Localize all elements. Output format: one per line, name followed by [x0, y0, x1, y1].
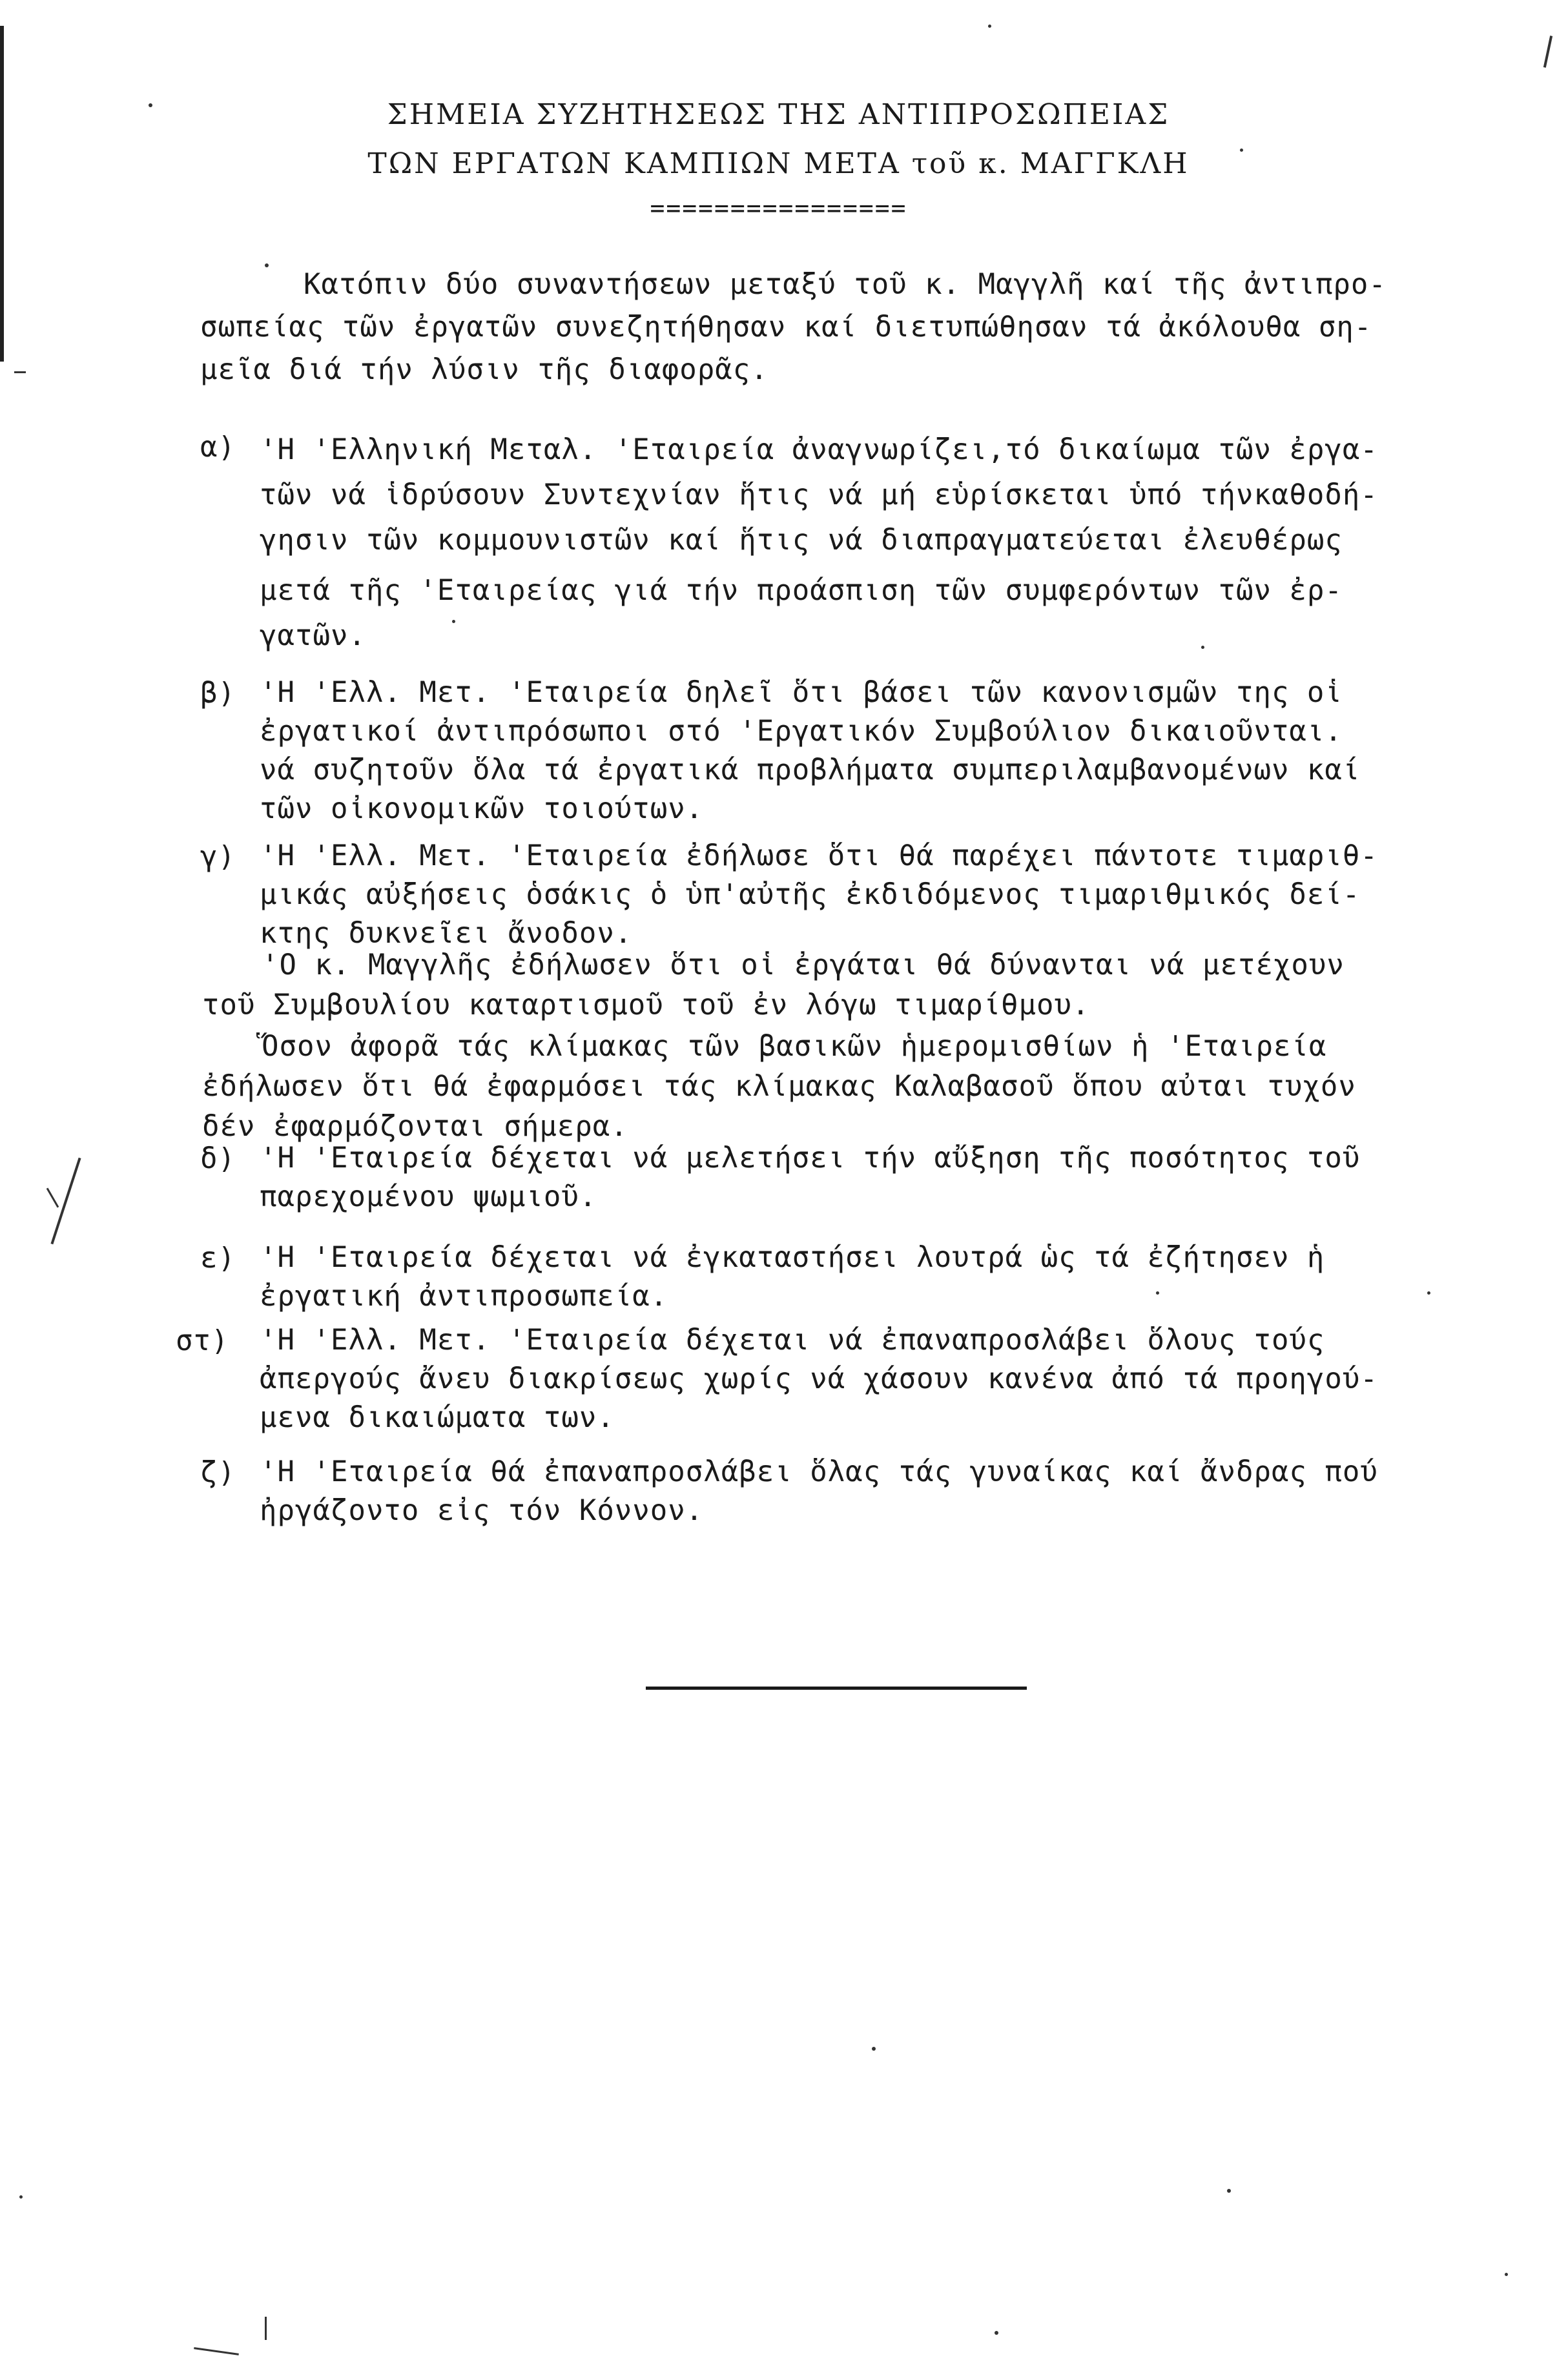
- point-line: ἐργατική ἀντιπροσωπεία.: [260, 1280, 668, 1313]
- scan-speck: [1427, 1291, 1430, 1295]
- point-line: 'Η 'Εταιρεία δέχεται νά ἐγκαταστήσει λουτρά ὡς τά ἐζήτησεν ἡ: [260, 1241, 1325, 1274]
- point-line: 'Η 'Εταιρεία θά ἐπαναπροσλάβει ὅλας τάς γυναίκας καί ἄνδρας πού: [260, 1455, 1378, 1488]
- point-marker: στ): [176, 1324, 229, 1357]
- magklis-statement: [202, 945, 1345, 1025]
- point-marker: γ): [200, 840, 236, 873]
- intro-line: Κατόπιν δύο συναντήσεων μεταξύ τοῦ κ. Μαγγλῆ καί τῆς ἀντιπρο-: [304, 268, 1387, 301]
- point-line: 'Η 'Ελλ. Μετ. 'Εταιρεία ἐδήλωσε ὅτι θά παρέχει πάντοτε τιμαριθ-: [260, 839, 1378, 872]
- intro-paragraph: [200, 263, 1387, 391]
- scan-speck: [19, 2195, 23, 2199]
- point-line: κτης δυκνεῖει ἄνοδον.: [260, 917, 633, 950]
- point-line: παρεχομένου ψωμιοῦ.: [260, 1180, 597, 1213]
- scan-speck: [265, 263, 269, 267]
- point-line: 'Η 'Ελλ. Μετ. 'Εταιρεία δέχεται νά ἐπαναπροσλάβει ὅλους τούς: [260, 1324, 1325, 1357]
- point-marker: ζ): [200, 1456, 236, 1489]
- point-line: ἠργάζοντο εἰς τόν Κόννον.: [260, 1494, 704, 1527]
- document-title: [0, 90, 1557, 227]
- intro-line: μεῖα διά τήν λύσιν τῆς διαφορᾶς.: [200, 353, 768, 386]
- scan-speck: [988, 25, 991, 28]
- point-line: 'Η 'Ελληνική Μεταλ. 'Εταιρεία ἀναγνωρίζει,τό δικαίωμα τῶν ἐργα-: [260, 433, 1378, 466]
- statement-line: Ὅσον ἀφορᾶ τάς κλίμακας τῶν βασικῶν ἡμερομισθίων ἡ 'Εταιρεία: [262, 1030, 1327, 1063]
- scan-mark: [14, 371, 26, 373]
- point-line: νά συζητοῦν ὅλα τά ἐργατικά προβλήματα συμπεριλαμβανομένων καί: [260, 754, 1361, 786]
- point-line: μετά τῆς 'Εταιρείας γιά τήν προάσπιση τῶν συμφερόντων τῶν ἐρ-: [260, 574, 1343, 607]
- wage-scale-statement: [202, 1027, 1356, 1147]
- statement-line: 'Ο κ. Μαγγλῆς ἐδήλωσεν ὅτι οἱ ἐργάται θά δύνανται νά μετέχουν: [262, 949, 1345, 981]
- scan-edge-mark: [1543, 36, 1552, 68]
- statement-line: τοῦ Συμβουλίου καταρτισμοῦ τοῦ ἐν λόγω τιμαρίθμου.: [202, 989, 1090, 1021]
- scan-speck: [1240, 149, 1243, 152]
- scan-edge-mark: [0, 26, 4, 362]
- scan-speck: [452, 620, 455, 623]
- title-underline: ================: [650, 194, 907, 222]
- title-line-1: ΣΗΜΕΙΑ ΣΥΖΗΤΗΣΕΩΣ ΤΗΣ ΑΝΤΙΠΡΟΣΩΠΕΙΑΣ: [387, 98, 1170, 131]
- point-marker: ε): [200, 1242, 236, 1275]
- point-line: γατῶν.: [260, 619, 366, 652]
- point-marker: β): [200, 677, 236, 710]
- point-line: 'Η 'Εταιρεία δέχεται νά μελετήσει τήν αὔξηση τῆς ποσότητος τοῦ: [260, 1142, 1361, 1175]
- intro-line: σωπείας τῶν ἐργατῶν συνεζητήθησαν καί διετυπώθησαν τά ἀκόλουθα ση-: [200, 311, 1372, 344]
- statement-line: δέν ἐφαρμόζονται σήμερα.: [202, 1110, 628, 1143]
- scan-speck: [1505, 2273, 1508, 2276]
- scan-mark: [265, 2317, 267, 2340]
- point-line: ἀπεργούς ἄνευ διακρίσεως χωρίς νά χάσουν κανένα ἀπό τά προηγού-: [260, 1362, 1378, 1395]
- pencil-stroke: [46, 1188, 59, 1208]
- closing-rule: [646, 1687, 1027, 1690]
- point-marker: δ): [200, 1142, 236, 1175]
- point-line: ἐργατικοί ἀντιπρόσωποι στό 'Εργατικόν Συμβούλιον δικαιοῦνται.: [260, 715, 1343, 748]
- scan-speck: [872, 2047, 876, 2051]
- point-line: γησιν τῶν κομμουνιστῶν καί ἥτις νά διαπραγματεύεται ἐλευθέρως: [260, 524, 1343, 557]
- scan-speck: [1227, 2189, 1231, 2193]
- scan-mark: [194, 2347, 239, 2355]
- title-line-2: ΤΩΝ ΕΡΓΑΤΩΝ ΚΑΜΠΙΩΝ ΜΕΤΑ τοῦ κ. ΜΑΓΓΚΛΗ: [367, 147, 1190, 180]
- scan-speck: [995, 2331, 998, 2335]
- scan-speck: [1201, 646, 1204, 649]
- scan-speck: [1156, 1291, 1159, 1295]
- point-line: μικάς αὐξήσεις ὁσάκις ὁ ὑπ'αὐτῆς ἐκδιδόμενος τιμαριθμικός δεί-: [260, 878, 1361, 911]
- point-line: τῶν νά ἱδρύσουν Συντεχνίαν ἥτις νά μή εὑρίσκεται ὑπό τήνκαθοδή-: [260, 478, 1378, 511]
- point-line: μενα δικαιώματα των.: [260, 1401, 615, 1434]
- point-line: τῶν οἰκονομικῶν τοιούτων.: [260, 792, 704, 825]
- point-line: 'Η 'Ελλ. Μετ. 'Εταιρεία δηλεῖ ὅτι βάσει τῶν κανονισμῶν της οἱ: [260, 676, 1343, 709]
- statement-line: ἐδήλωσεν ὅτι θά ἐφαρμόσει τάς κλίμακας Καλαβασοῦ ὅπου αὐται τυχόν: [202, 1070, 1356, 1103]
- scan-speck: [149, 103, 152, 107]
- point-marker: α): [200, 431, 236, 464]
